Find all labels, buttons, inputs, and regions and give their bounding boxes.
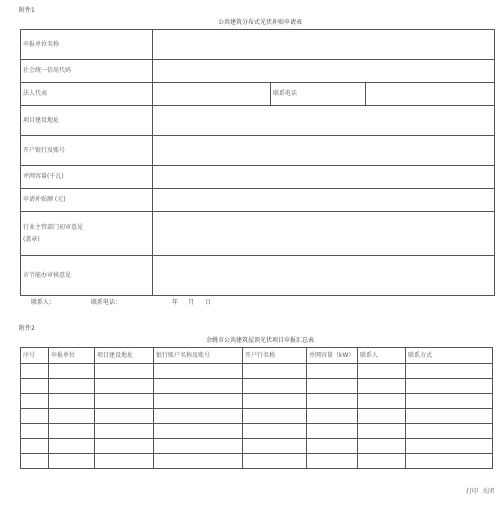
row-label-capacity: 并网容量(千瓦)	[21, 166, 153, 189]
table-cell	[49, 379, 95, 394]
table-row	[21, 409, 493, 424]
row-label-applicant: 申报单位名称	[21, 30, 153, 60]
table-cell	[358, 409, 406, 424]
column-header: 序号	[21, 348, 49, 364]
table-cell	[307, 439, 358, 454]
form-row	[21, 30, 495, 60]
table-cell	[406, 394, 493, 409]
table-cell	[154, 454, 243, 469]
row-label-contact-phone: 联系电话	[271, 83, 366, 106]
table-cell	[307, 379, 358, 394]
row-label-legal-rep: 法人代表	[21, 83, 153, 106]
form-row	[21, 60, 495, 83]
attachment2-title: 余姚市公共建筑屋顶光伏项目申报汇总表	[205, 337, 314, 344]
table-cell	[307, 364, 358, 379]
table-cell	[358, 379, 406, 394]
table-cell	[95, 379, 154, 394]
column-header: 银行账户名称及账号	[154, 348, 243, 364]
table-cell	[95, 394, 154, 409]
footer-day: 日	[205, 299, 212, 306]
table-cell	[21, 364, 49, 379]
table-cell	[154, 424, 243, 439]
table-cell	[49, 409, 95, 424]
table-cell	[243, 439, 307, 454]
table-cell	[307, 409, 358, 424]
table-row	[21, 454, 493, 469]
row-label-final-review: 市节能办审核意见	[21, 256, 153, 296]
credit-code-value-cell	[153, 60, 495, 83]
table-cell	[243, 409, 307, 424]
column-header: 并网容量（kW）	[307, 348, 358, 364]
subsidy-application-form	[20, 29, 495, 296]
table-cell	[95, 409, 154, 424]
attachment1-label: 附件1	[19, 7, 35, 14]
form-row	[21, 106, 495, 136]
table-cell	[358, 424, 406, 439]
table-cell	[49, 454, 95, 469]
row-label-credit-code: 社会统一信用代码	[21, 60, 153, 83]
table-cell	[49, 394, 95, 409]
attachment2-label: 附件2	[19, 325, 35, 332]
summary-table	[20, 347, 493, 469]
table-cell	[49, 439, 95, 454]
form-row	[21, 136, 495, 166]
table-cell	[243, 424, 307, 439]
form-row	[21, 256, 495, 296]
address-value-cell	[153, 106, 495, 136]
legal-rep-value-cell	[153, 83, 271, 106]
form-row	[21, 83, 495, 106]
table-cell	[406, 364, 493, 379]
applicant-value-cell	[153, 30, 495, 60]
table-cell	[21, 454, 49, 469]
footer-contact: 联系人：	[31, 299, 56, 306]
table-cell	[21, 409, 49, 424]
capacity-value-cell	[153, 166, 495, 189]
column-header: 申报单位	[49, 348, 95, 364]
footer-month: 月	[188, 299, 195, 306]
table-cell	[21, 379, 49, 394]
table-cell	[307, 424, 358, 439]
initial-review-value-cell	[153, 212, 495, 256]
table-cell	[358, 454, 406, 469]
table-cell	[95, 439, 154, 454]
summary-header-row	[21, 348, 493, 364]
table-cell	[358, 439, 406, 454]
table-cell	[243, 379, 307, 394]
table-cell	[95, 454, 154, 469]
table-cell	[307, 454, 358, 469]
final-review-value-cell	[153, 256, 495, 296]
table-cell	[406, 439, 493, 454]
table-cell	[406, 409, 493, 424]
table-row	[21, 379, 493, 394]
table-cell	[358, 394, 406, 409]
form-row	[21, 212, 495, 256]
initial-review-label: 行业主管部门初审意见	[23, 224, 84, 232]
table-cell	[406, 454, 493, 469]
footer-phone: 联系电话：	[91, 299, 122, 306]
row-label-address: 项目建设地址	[21, 106, 153, 136]
print-link[interactable]: 打印	[466, 488, 479, 495]
attachment1-title: 公共建筑分布式光伏补贴申请表	[217, 19, 302, 26]
subsidy-amount-value-cell	[153, 189, 495, 212]
table-cell	[307, 394, 358, 409]
column-header: 开户行名称	[243, 348, 307, 364]
column-header: 项目建设地址	[95, 348, 154, 364]
close-link[interactable]: 关闭	[482, 488, 495, 495]
table-row	[21, 439, 493, 454]
table-cell	[154, 394, 243, 409]
form-row	[21, 189, 495, 212]
row-label-initial-review	[21, 212, 153, 256]
table-cell	[243, 454, 307, 469]
table-cell	[49, 424, 95, 439]
row-label-subsidy-amount: 申请补贴额 (元)	[21, 189, 153, 212]
table-cell	[21, 439, 49, 454]
table-row	[21, 424, 493, 439]
table-cell	[154, 364, 243, 379]
table-cell	[154, 379, 243, 394]
form-row	[21, 166, 495, 189]
table-cell	[243, 364, 307, 379]
table-cell	[406, 379, 493, 394]
table-row	[21, 364, 493, 379]
table-cell	[95, 424, 154, 439]
table-cell	[406, 424, 493, 439]
contact-phone-value-cell	[366, 83, 495, 106]
table-cell	[21, 424, 49, 439]
table-cell	[154, 439, 243, 454]
bank-value-cell	[153, 136, 495, 166]
table-cell	[95, 364, 154, 379]
table-cell	[154, 409, 243, 424]
stamp-note: (盖章)	[23, 235, 40, 243]
table-cell	[243, 394, 307, 409]
table-row	[21, 394, 493, 409]
row-label-bank: 开户银行及账号	[21, 136, 153, 166]
table-cell	[358, 364, 406, 379]
column-header: 联系方式	[406, 348, 493, 364]
footer-year: 年	[172, 299, 179, 306]
column-header: 联系人	[358, 348, 406, 364]
table-cell	[49, 364, 95, 379]
table-cell	[21, 394, 49, 409]
